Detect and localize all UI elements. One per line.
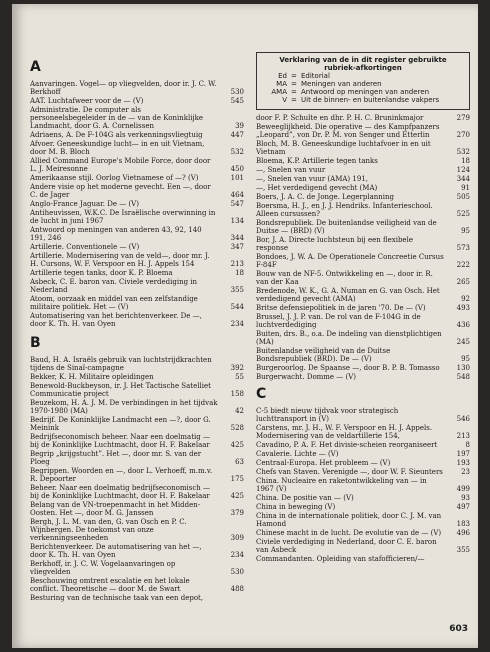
legend-rows	[263, 72, 463, 104]
index-entry	[256, 304, 470, 312]
entry-page: 497	[456, 503, 470, 511]
entry-text: Carstens, mr. J. H., W. F. Verspoor en H. J. Appels. Modernisering van de veldartillerie 154,	[256, 424, 433, 440]
entry-page: 18	[461, 157, 470, 165]
entry-text: Boersma, H. J., en J. J. Hendriks. Infanterieschool. Alleen cursussen?	[256, 202, 433, 218]
index-entry	[256, 450, 470, 458]
legend-code: MA	[276, 80, 287, 88]
legend-equals: =	[291, 88, 297, 96]
entry-page: 91	[461, 184, 470, 192]
index-entry	[30, 183, 244, 199]
entry-text: Cavalerie. Lichte — (V)	[256, 450, 339, 458]
entry-text: Antiheuvissen, W.K.C. De Israëlische overwinning in de lucht in juni 1967	[30, 209, 216, 225]
entry-page: 309	[230, 534, 244, 542]
entry-page: 532	[230, 148, 244, 156]
section-letter-a: A	[30, 59, 41, 75]
entry-page: 496	[456, 529, 470, 537]
index-entry	[256, 330, 470, 346]
entry-text: Britse defensiepolitiek in de jaren '70. De — (V)	[256, 304, 426, 312]
index-entry	[256, 114, 470, 122]
index-entry	[30, 450, 244, 466]
legend-row	[263, 88, 463, 96]
index-entry	[256, 287, 470, 303]
entry-text: China. Nucleaire en raketontwikkeling van — in 1967 (V)	[256, 477, 427, 493]
entry-text: Bedrijfseconomisch beheer. Naar een doelmatig — bij de Koninklijke Luchtmacht, door H. F. Bakelaar	[30, 433, 210, 449]
right-column	[256, 114, 470, 564]
index-entry	[256, 373, 470, 381]
entry-page: 18	[235, 269, 244, 277]
entry-text: Beuzekom, H. A. J. M. De verbindingen in het tijdvak 1970-1980 (MA)	[30, 399, 218, 415]
entry-text: Berkhoff, ir. J. C. W. Vogelaanvaringen op vliegvelden	[30, 560, 176, 576]
entry-page: 265	[456, 278, 470, 286]
entry-page: 270	[456, 131, 470, 139]
index-entry	[256, 313, 470, 329]
section-letter-c: C	[256, 386, 267, 402]
entry-page: 245	[456, 338, 470, 346]
entry-text: Afvoer. Geneeskundige lucht— in en uit Vietnam, door M. B. Bloch	[30, 140, 205, 156]
index-entry	[30, 209, 244, 225]
index-entry	[256, 529, 470, 537]
index-entry	[256, 140, 470, 156]
entry-page: 95	[461, 227, 470, 235]
entry-page: 447	[230, 131, 244, 139]
entry-text: Bondsrepubliek. De buitenlandse veiligheid van de Duitse — (BRD) (V)	[256, 219, 437, 235]
entry-page: 95	[461, 355, 470, 363]
legend-row	[263, 80, 463, 88]
entries-a	[30, 80, 244, 328]
index-entry	[256, 157, 470, 165]
entry-page: 530	[230, 568, 244, 576]
entry-page: 23	[461, 468, 470, 476]
entry-text: Antwoord op meningen van anderen 43, 92, 140 191, 246	[30, 226, 202, 242]
entry-text: door F. P. Schulte en dhr. P. H. C. Bruninkmajor	[256, 114, 424, 122]
index-entry	[256, 253, 470, 269]
index-entry	[256, 347, 470, 363]
entry-page: 92	[461, 295, 470, 303]
entry-text: Beschouwing omtrent escalatie en het lokale conflict. Theoretische — door M. de Swart	[30, 577, 190, 593]
entry-text: Automatisering van het berichtenverkeer. De —, door K. Th. H. van Oyen	[30, 312, 202, 328]
index-entry	[30, 594, 244, 602]
index-entry	[30, 252, 244, 268]
index-entry	[30, 484, 244, 500]
entry-text: C-5 biedt nieuw tijdvak voor strategisch luchttransport in (V)	[256, 407, 399, 423]
index-entry	[30, 382, 244, 398]
section-letter-b: B	[30, 335, 41, 351]
entry-text: Asbeck, C. E. baron van. Civiele verdediging in Nederland	[30, 278, 198, 294]
entry-page: 193	[456, 459, 470, 467]
index-entry	[256, 494, 470, 502]
entry-page: 505	[456, 193, 470, 201]
entry-page: 124	[456, 166, 470, 174]
entry-text: Atoom, oorzaak en middel van een zelfstandige militaire politiek. Het — (V)	[30, 295, 198, 311]
entry-page: 547	[230, 200, 244, 208]
index-entry	[256, 459, 470, 467]
index-entry	[30, 577, 244, 593]
index-entry	[256, 477, 470, 493]
entries-c	[256, 407, 470, 563]
entry-page: 530	[230, 88, 244, 96]
index-entry	[256, 555, 470, 563]
entry-text: Berichtenverkeer. De automatisering van het —, door K. Th. H. van Oyen	[30, 543, 202, 559]
entry-text: Allied Command Europe's Mobile Force, door door L. J. Meiresonne	[30, 157, 211, 173]
entry-text: Baud, H. A. Israëls gebruik van luchtstrijdkrachten tijdens de Sinaï-campagne	[30, 356, 212, 372]
entry-text: China. De positie van — (V)	[256, 494, 354, 502]
entry-text: —, Snelen van vuur (AMA) 191,	[256, 175, 368, 183]
index-entry	[30, 399, 244, 415]
index-entry	[30, 543, 244, 559]
index-entry	[30, 501, 244, 517]
legend-equals: =	[291, 72, 297, 80]
entry-text: —, Snelen van vuur	[256, 166, 326, 174]
entry-text: Brussel, J. J. P. van. De rol van de F-104G in de luchtverdediging	[256, 313, 421, 329]
index-entry	[30, 312, 244, 328]
left-column	[30, 58, 244, 603]
legend-meaning: Meningen van anderen	[301, 80, 382, 88]
legend-meaning: Uit de binnen- en buitenlandse vakpers	[301, 96, 440, 104]
entry-page: 175	[230, 475, 244, 483]
entry-text: Benewold-Buckbeyson, ir. J. Het Tactische Satelliet Communicatie project	[30, 382, 211, 398]
entry-page: 101	[230, 174, 244, 182]
page-number: 603	[449, 624, 468, 634]
entry-page: 279	[456, 114, 470, 122]
index-entry	[30, 106, 244, 130]
legend-code: Ed	[278, 72, 287, 80]
entry-page: 499	[456, 485, 470, 493]
entry-page: 355	[456, 546, 470, 554]
entry-page: 392	[230, 364, 244, 372]
entry-page: 525	[456, 210, 470, 218]
entry-page: 8	[465, 441, 470, 449]
index-entry	[30, 157, 244, 173]
index-entry	[30, 416, 244, 432]
entry-text: Amerikaanse stijl. Oorlog Vietnamese of —? (V)	[30, 174, 199, 182]
entry-page: 213	[230, 260, 244, 268]
index-entry	[30, 295, 244, 311]
index-entry	[256, 123, 470, 139]
entry-text: Bondoes, J. W. A. De Operationele Concreetie Cursus F-84F	[256, 253, 444, 269]
entry-page: 379	[230, 509, 244, 517]
index-entry	[30, 433, 244, 449]
index-entry	[256, 193, 470, 201]
index-page	[12, 4, 478, 648]
index-entry	[256, 468, 470, 476]
entry-text: Bekker, K. H. Militaire opleidingen	[30, 373, 154, 381]
index-entry	[30, 226, 244, 242]
entry-text: Andere visie op het moderne gevecht. Een —, door C. de Jager	[30, 183, 211, 199]
entry-text: —, Het verdedigend gevecht (MA)	[256, 184, 378, 192]
legend-equals: =	[291, 80, 297, 88]
entry-page: 197	[456, 450, 470, 458]
entry-text: Chefs van Staven. Verenigde —, door W. F. Sieunters	[256, 468, 443, 476]
entry-page: 573	[456, 244, 470, 252]
index-entry	[30, 174, 244, 182]
entry-text: Boers, J. A. C. de Jonge. Legerplanning	[256, 193, 395, 201]
entry-text: China in beweging (V)	[256, 503, 336, 511]
entry-page: 532	[456, 148, 470, 156]
entry-text: Centraal-Europa. Het probleem — (V)	[256, 459, 391, 467]
index-entry	[30, 518, 244, 542]
index-entry	[256, 424, 470, 440]
entry-page: 464	[230, 191, 244, 199]
entry-page: 130	[456, 364, 470, 372]
entry-text: Artillerie. Modernisering van de veld—, door mr. J. H. Cursons, W. F. Verspoor en H. J. Appels 154	[30, 252, 210, 268]
entry-text: Bor, J. A. Directe luchtsteun bij een flexibele response	[256, 236, 413, 252]
entry-text: Bergh, J. L. M. van den, G. van Osch en P. C. Wijnbergen. De toekomst van onze verkenningseenheden	[30, 518, 187, 542]
entry-text: Bouw van de NF-5. Ontwikkeling en —, door ir. R. van der Kaa	[256, 270, 433, 286]
legend-row	[263, 72, 463, 80]
entry-text: Begrip „krijgstucht”. Het —, door mr. S. van der Ploeg	[30, 450, 202, 466]
entry-text: Burgeroorlog. De Spaanse —, door B. P. B. Tomasso	[256, 364, 440, 372]
index-entry	[30, 467, 244, 483]
index-entry	[30, 560, 244, 576]
entry-page: 222	[456, 261, 470, 269]
entry-page: 234	[230, 551, 244, 559]
entry-page: 493	[456, 304, 470, 312]
entry-text: Buitenlandse veiligheid van de Duitse Bondsrepubliek (BRD). De — (V)	[256, 347, 391, 363]
entry-text: AAT. Luchtafweer voor de — (V)	[30, 97, 144, 105]
index-entry	[30, 373, 244, 381]
entry-text: Bloch, M. B. Geneeskundige luchtafvoer in en uit Vietnam	[256, 140, 431, 156]
index-entry	[256, 503, 470, 511]
entry-text: Chinese macht in de lucht. De evolutie van de — (V)	[256, 529, 442, 537]
entry-page: 183	[456, 520, 470, 528]
entry-page: 63	[235, 458, 244, 466]
entry-text: China in de internationale politiek, door C. J. M. van Hamond	[256, 512, 442, 528]
index-entry	[256, 236, 470, 252]
entry-page: 450	[230, 165, 244, 173]
index-entry	[30, 97, 244, 105]
entry-text: Cavadino, P. A. F. Het divisie-scheien reorganiseert	[256, 441, 438, 449]
entry-page: 213	[456, 432, 470, 440]
entry-page: 548	[456, 373, 470, 381]
entry-text: Bedrijf. De Koninklijke Landmacht een —?, door G. Meinink	[30, 416, 211, 432]
entry-page: 488	[230, 585, 244, 593]
entry-page: 134	[230, 217, 244, 225]
entry-text: Begrippen. Woorden en —, door L. Verhoeff, m.m.v. R. Depoorter	[30, 467, 213, 483]
entry-page: 436	[456, 321, 470, 329]
legend-meaning: Antwoord op meningen van anderen	[301, 88, 430, 96]
index-entry	[256, 184, 470, 192]
entry-page: 344	[230, 234, 244, 242]
entry-text: Besturing van de technische taak van een depot,	[30, 594, 204, 602]
entry-text: Civiele verdediging in Nederland, door C. E. baron van Asbeck	[256, 538, 437, 554]
legend-meaning: Editorial	[301, 72, 330, 80]
entry-page: 55	[235, 373, 244, 381]
entry-page: 355	[230, 286, 244, 294]
index-entry	[30, 140, 244, 156]
entry-page: 42	[235, 407, 244, 415]
entry-page: 347	[230, 243, 244, 251]
entry-page: 545	[230, 97, 244, 105]
entry-text: Belang van de VN-troepenmacht in het Midden-Oosten. Het —, door M. G. Janssen	[30, 501, 201, 517]
index-entry	[256, 441, 470, 449]
abbreviation-legend	[256, 52, 470, 110]
index-entry	[256, 166, 470, 174]
entry-text: Beheer. Naar een doelmatig bedrijfseconomisch — bij de Koninklijke Luchtmacht, door H. F. Bakelaar	[30, 484, 210, 500]
entry-text: Bredenode, W. K., G. A. Numan en G. van Osch. Het verdedigend gevecht (AMA)	[256, 287, 440, 303]
entry-text: Bloema, K.P. Artillerie tegen tanks	[256, 157, 378, 165]
entry-text: Artillerie tegen tanks, door K. P. Bloema	[30, 269, 173, 277]
entry-page: 546	[456, 415, 470, 423]
entry-text: Buiten, drs. B., o.a. De indeling van dienstplichtigen (MA)	[256, 330, 442, 346]
entry-page: 158	[230, 390, 244, 398]
entry-page: 234	[230, 320, 244, 328]
entries-b	[30, 356, 244, 602]
legend-row	[263, 96, 463, 104]
legend-equals: =	[291, 96, 297, 104]
index-entry	[256, 175, 470, 183]
index-entry	[256, 538, 470, 554]
index-entry	[256, 364, 470, 372]
entry-page: 425	[230, 441, 244, 449]
entry-page: 93	[461, 494, 470, 502]
index-entry	[256, 512, 470, 528]
entry-page: 544	[230, 303, 244, 311]
entries-b-continued	[256, 114, 470, 381]
entry-text: Beweeglijkheid. Die operative — des Kampfpanzers „Leopard”, von Dr. P. M. von Senger und Etterlin	[256, 123, 440, 139]
entry-page: 425	[230, 492, 244, 500]
index-entry	[30, 131, 244, 139]
index-entry	[30, 269, 244, 277]
index-entry	[30, 356, 244, 372]
index-entry	[30, 200, 244, 208]
index-entry	[256, 202, 470, 218]
entry-text: Adriaens, A. De F-104G als verkenningsvliegtuig	[30, 131, 203, 139]
index-entry	[256, 219, 470, 235]
entry-text: Commandanten. Opleiding van stafofficieren/—	[256, 555, 425, 563]
legend-heading: Verklaring van de in dit register gebruikte rubriek-afkortingen	[279, 56, 447, 72]
entry-text: Burgerwacht. Domme — (V)	[256, 373, 357, 381]
entry-page: 528	[230, 424, 244, 432]
entry-text: Administratie. De computer als personeelsbegeleider in de — van de Koninklijke Landmacht, door G. A. Cornelissen	[30, 106, 204, 130]
index-entry	[256, 270, 470, 286]
entry-text: Artillerie. Conventionele — (V)	[30, 243, 140, 251]
entry-page: 39	[235, 122, 244, 130]
index-entry	[30, 243, 244, 251]
legend-code: AMA	[271, 88, 287, 96]
entry-text: Aanvaringen. Vogel— op vliegvelden, door ir. J. C. W. Berkhoff	[30, 80, 217, 96]
index-entry	[256, 407, 470, 423]
index-entry	[30, 278, 244, 294]
entry-page: 344	[456, 175, 470, 183]
legend-code: V	[282, 96, 287, 104]
index-entry	[30, 80, 244, 96]
entry-text: Anglo-France Jaguar. De — (V)	[30, 200, 139, 208]
